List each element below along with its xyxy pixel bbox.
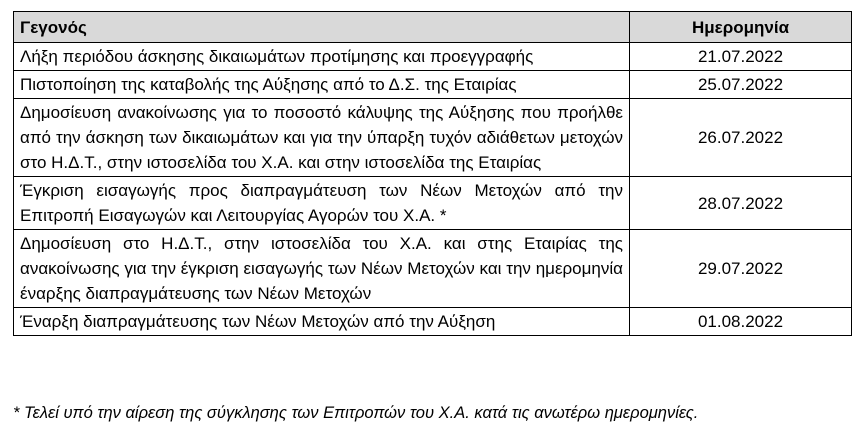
- table-header-row: [14, 12, 852, 43]
- date-cell: 28.07.2022: [630, 177, 852, 230]
- column-header-date: Ημερομηνία: [630, 12, 852, 43]
- event-cell: Έναρξη διαπραγμάτευσης των Νέων Μετοχών από την Αύξηση: [14, 308, 630, 336]
- table-row: [14, 71, 852, 99]
- event-cell: Δημοσίευση στο Η.Δ.Τ., στην ιστοσελίδα του Χ.Α. και στης Εταιρίας της ανακοίνωσης για την έγκριση εισαγωγής των Νέων Μετοχών και την ημερομηνία έναρξης διαπραγμάτευσης των Νέων Μετοχών: [14, 230, 630, 308]
- date-cell: 21.07.2022: [630, 43, 852, 71]
- event-cell: Έγκριση εισαγωγής προς διαπραγμάτευση των Νέων Μετοχών από την Επιτροπή Εισαγωγών και Λειτουργίας Αγορών του Χ.Α. *: [14, 177, 630, 230]
- date-cell: 01.08.2022: [630, 308, 852, 336]
- table-row: [14, 308, 852, 336]
- column-header-event: Γεγονός: [14, 12, 630, 43]
- footnote: * Τελεί υπό την αίρεση της σύγκλησης των Επιτροπών του Χ.Α. κατά τις ανωτέρω ημερομηνίες.: [13, 404, 699, 422]
- event-cell: Πιστοποίηση της καταβολής της Αύξησης από το Δ.Σ. της Εταιρίας: [14, 71, 630, 99]
- timetable-container: [13, 11, 841, 336]
- table-row: [14, 99, 852, 177]
- table-row: [14, 230, 852, 308]
- date-cell: 26.07.2022: [630, 99, 852, 177]
- table-row: [14, 43, 852, 71]
- event-cell: Δημοσίευση ανακοίνωσης για το ποσοστό κάλυψης της Αύξησης που προήλθε από την άσκηση των δικαιωμάτων και για την ύπαρξη τυχόν αδιάθετων μετοχών στο Η.Δ.Τ., στην ιστοσελίδα του Χ.Α. και στην ιστοσελίδα της Εταιρίας: [14, 99, 630, 177]
- date-cell: 25.07.2022: [630, 71, 852, 99]
- event-cell: Λήξη περιόδου άσκησης δικαιωμάτων προτίμησης και προεγγραφής: [14, 43, 630, 71]
- events-timetable: [13, 11, 852, 336]
- table-row: [14, 177, 852, 230]
- date-cell: 29.07.2022: [630, 230, 852, 308]
